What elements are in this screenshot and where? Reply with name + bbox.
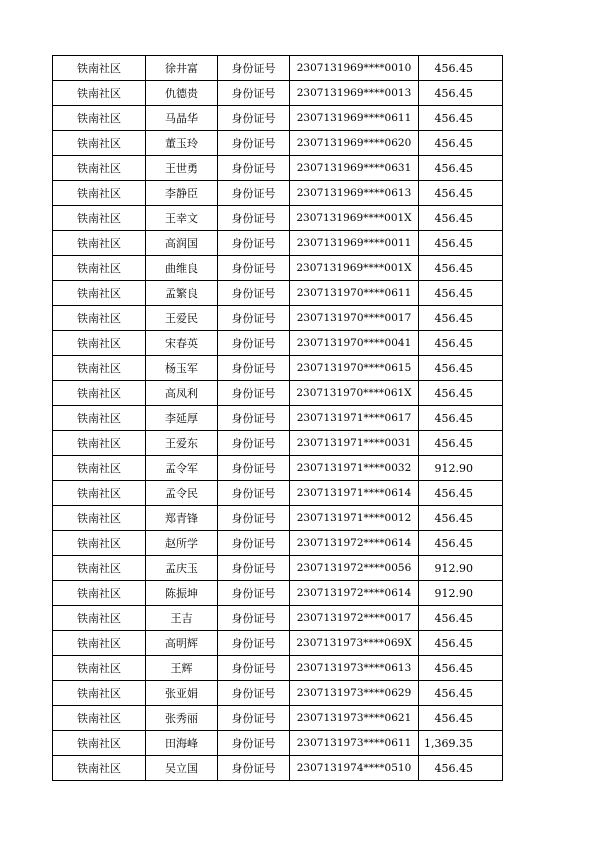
id-type-cell: 身份证号 [218, 706, 290, 731]
id-number-cell: 2307131971****0617 [290, 406, 419, 431]
amount-cell: 456.45 [419, 681, 503, 706]
community-cell: 铁南社区 [53, 181, 146, 206]
amount-cell: 456.45 [419, 56, 503, 81]
community-cell: 铁南社区 [53, 231, 146, 256]
id-number-cell: 2307131971****0031 [290, 431, 419, 456]
id-number-cell: 2307131974****0510 [290, 756, 419, 781]
amount-cell: 456.45 [419, 181, 503, 206]
name-cell: 董玉玲 [146, 131, 218, 156]
community-cell: 铁南社区 [53, 306, 146, 331]
name-cell: 高润国 [146, 231, 218, 256]
id-type-cell: 身份证号 [218, 581, 290, 606]
name-cell: 高凤利 [146, 381, 218, 406]
id-type-cell: 身份证号 [218, 356, 290, 381]
id-number-cell: 2307131971****0012 [290, 506, 419, 531]
community-cell: 铁南社区 [53, 531, 146, 556]
community-cell: 铁南社区 [53, 731, 146, 756]
table-row [53, 356, 503, 381]
name-cell: 王爱民 [146, 306, 218, 331]
table-row [53, 231, 503, 256]
community-cell: 铁南社区 [53, 156, 146, 181]
id-type-cell: 身份证号 [218, 256, 290, 281]
name-cell: 高明辉 [146, 631, 218, 656]
table-row [53, 256, 503, 281]
name-cell: 李静臣 [146, 181, 218, 206]
community-cell: 铁南社区 [53, 681, 146, 706]
id-type-cell: 身份证号 [218, 131, 290, 156]
name-cell: 仇德贵 [146, 81, 218, 106]
amount-cell: 456.45 [419, 156, 503, 181]
id-type-cell: 身份证号 [218, 281, 290, 306]
table-row [53, 106, 503, 131]
id-type-cell: 身份证号 [218, 381, 290, 406]
table-row [53, 81, 503, 106]
id-type-cell: 身份证号 [218, 656, 290, 681]
id-number-cell: 2307131969****0631 [290, 156, 419, 181]
table-row [53, 606, 503, 631]
table-row [53, 206, 503, 231]
id-number-cell: 2307131969****0010 [290, 56, 419, 81]
amount-cell: 456.45 [419, 606, 503, 631]
id-number-cell: 2307131970****0017 [290, 306, 419, 331]
amount-cell: 456.45 [419, 231, 503, 256]
table-row [53, 531, 503, 556]
amount-cell: 456.45 [419, 106, 503, 131]
name-cell: 田海峰 [146, 731, 218, 756]
id-number-cell: 2307131970****0611 [290, 281, 419, 306]
table-row [53, 581, 503, 606]
id-type-cell: 身份证号 [218, 556, 290, 581]
table-row [53, 131, 503, 156]
id-number-cell: 2307131973****0621 [290, 706, 419, 731]
id-type-cell: 身份证号 [218, 106, 290, 131]
id-number-cell: 2307131973****0629 [290, 681, 419, 706]
id-type-cell: 身份证号 [218, 631, 290, 656]
name-cell: 杨玉军 [146, 356, 218, 381]
table-row [53, 406, 503, 431]
table-row [53, 656, 503, 681]
table-row [53, 481, 503, 506]
community-cell: 铁南社区 [53, 256, 146, 281]
community-cell: 铁南社区 [53, 631, 146, 656]
community-cell: 铁南社区 [53, 556, 146, 581]
community-cell: 铁南社区 [53, 281, 146, 306]
subsidy-table [52, 55, 503, 781]
community-cell: 铁南社区 [53, 606, 146, 631]
id-number-cell: 2307131969****0613 [290, 181, 419, 206]
id-type-cell: 身份证号 [218, 306, 290, 331]
table-row [53, 756, 503, 781]
id-number-cell: 2307131973****0613 [290, 656, 419, 681]
id-type-cell: 身份证号 [218, 181, 290, 206]
amount-cell: 456.45 [419, 331, 503, 356]
amount-cell: 456.45 [419, 256, 503, 281]
amount-cell: 456.45 [419, 206, 503, 231]
table-body [53, 56, 503, 781]
id-type-cell: 身份证号 [218, 331, 290, 356]
amount-cell: 456.45 [419, 706, 503, 731]
amount-cell: 456.45 [419, 481, 503, 506]
community-cell: 铁南社区 [53, 56, 146, 81]
id-type-cell: 身份证号 [218, 231, 290, 256]
name-cell: 王爱东 [146, 431, 218, 456]
id-type-cell: 身份证号 [218, 156, 290, 181]
name-cell: 张秀丽 [146, 706, 218, 731]
amount-cell: 456.45 [419, 406, 503, 431]
table-row [53, 331, 503, 356]
id-type-cell: 身份证号 [218, 206, 290, 231]
id-number-cell: 2307131970****0615 [290, 356, 419, 381]
id-type-cell: 身份证号 [218, 56, 290, 81]
community-cell: 铁南社区 [53, 356, 146, 381]
amount-cell: 456.45 [419, 306, 503, 331]
name-cell: 孟令军 [146, 456, 218, 481]
table-row [53, 506, 503, 531]
amount-cell: 456.45 [419, 381, 503, 406]
name-cell: 郑青锋 [146, 506, 218, 531]
id-number-cell: 2307131969****001X [290, 206, 419, 231]
id-number-cell: 2307131971****0032 [290, 456, 419, 481]
community-cell: 铁南社区 [53, 456, 146, 481]
table-row [53, 431, 503, 456]
community-cell: 铁南社区 [53, 756, 146, 781]
table-row [53, 156, 503, 181]
id-type-cell: 身份证号 [218, 456, 290, 481]
community-cell: 铁南社区 [53, 131, 146, 156]
name-cell: 徐井富 [146, 56, 218, 81]
amount-cell: 912.90 [419, 581, 503, 606]
community-cell: 铁南社区 [53, 406, 146, 431]
id-number-cell: 2307131969****0620 [290, 131, 419, 156]
amount-cell: 456.45 [419, 531, 503, 556]
amount-cell: 456.45 [419, 506, 503, 531]
id-type-cell: 身份证号 [218, 481, 290, 506]
community-cell: 铁南社区 [53, 506, 146, 531]
amount-cell: 912.90 [419, 556, 503, 581]
id-number-cell: 2307131969****0611 [290, 106, 419, 131]
id-number-cell: 2307131969****0013 [290, 81, 419, 106]
amount-cell: 1,369.35 [419, 731, 503, 756]
community-cell: 铁南社区 [53, 656, 146, 681]
community-cell: 铁南社区 [53, 381, 146, 406]
community-cell: 铁南社区 [53, 81, 146, 106]
id-number-cell: 2307131971****0614 [290, 481, 419, 506]
table-row [53, 731, 503, 756]
amount-cell: 456.45 [419, 656, 503, 681]
name-cell: 李延厚 [146, 406, 218, 431]
id-number-cell: 2307131972****0614 [290, 581, 419, 606]
id-number-cell: 2307131969****001X [290, 256, 419, 281]
name-cell: 王吉 [146, 606, 218, 631]
name-cell: 张亚娟 [146, 681, 218, 706]
name-cell: 赵所学 [146, 531, 218, 556]
name-cell: 宋春英 [146, 331, 218, 356]
name-cell: 吴立国 [146, 756, 218, 781]
id-number-cell: 2307131972****0614 [290, 531, 419, 556]
name-cell: 王世勇 [146, 156, 218, 181]
amount-cell: 456.45 [419, 281, 503, 306]
amount-cell: 456.45 [419, 81, 503, 106]
id-type-cell: 身份证号 [218, 756, 290, 781]
id-number-cell: 2307131972****0056 [290, 556, 419, 581]
community-cell: 铁南社区 [53, 331, 146, 356]
amount-cell: 456.45 [419, 431, 503, 456]
table-row [53, 181, 503, 206]
id-type-cell: 身份证号 [218, 506, 290, 531]
table-row [53, 556, 503, 581]
name-cell: 孟繁良 [146, 281, 218, 306]
id-type-cell: 身份证号 [218, 531, 290, 556]
table-row [53, 681, 503, 706]
id-number-cell: 2307131973****0611 [290, 731, 419, 756]
id-type-cell: 身份证号 [218, 406, 290, 431]
amount-cell: 456.45 [419, 131, 503, 156]
community-cell: 铁南社区 [53, 706, 146, 731]
name-cell: 孟令民 [146, 481, 218, 506]
name-cell: 马晶华 [146, 106, 218, 131]
community-cell: 铁南社区 [53, 106, 146, 131]
table-row [53, 281, 503, 306]
table-row [53, 631, 503, 656]
table-row [53, 706, 503, 731]
name-cell: 孟庆玉 [146, 556, 218, 581]
amount-cell: 456.45 [419, 356, 503, 381]
community-cell: 铁南社区 [53, 206, 146, 231]
id-type-cell: 身份证号 [218, 731, 290, 756]
id-type-cell: 身份证号 [218, 681, 290, 706]
table-row [53, 456, 503, 481]
id-number-cell: 2307131969****0011 [290, 231, 419, 256]
amount-cell: 912.90 [419, 456, 503, 481]
id-number-cell: 2307131970****061X [290, 381, 419, 406]
table-row [53, 306, 503, 331]
id-type-cell: 身份证号 [218, 431, 290, 456]
name-cell: 王幸文 [146, 206, 218, 231]
community-cell: 铁南社区 [53, 581, 146, 606]
id-type-cell: 身份证号 [218, 81, 290, 106]
id-number-cell: 2307131973****069X [290, 631, 419, 656]
amount-cell: 456.45 [419, 631, 503, 656]
name-cell: 陈振坤 [146, 581, 218, 606]
name-cell: 王辉 [146, 656, 218, 681]
id-type-cell: 身份证号 [218, 606, 290, 631]
community-cell: 铁南社区 [53, 431, 146, 456]
id-number-cell: 2307131972****0017 [290, 606, 419, 631]
name-cell: 曲维良 [146, 256, 218, 281]
table-row [53, 381, 503, 406]
amount-cell: 456.45 [419, 756, 503, 781]
community-cell: 铁南社区 [53, 481, 146, 506]
table-row [53, 56, 503, 81]
id-number-cell: 2307131970****0041 [290, 331, 419, 356]
